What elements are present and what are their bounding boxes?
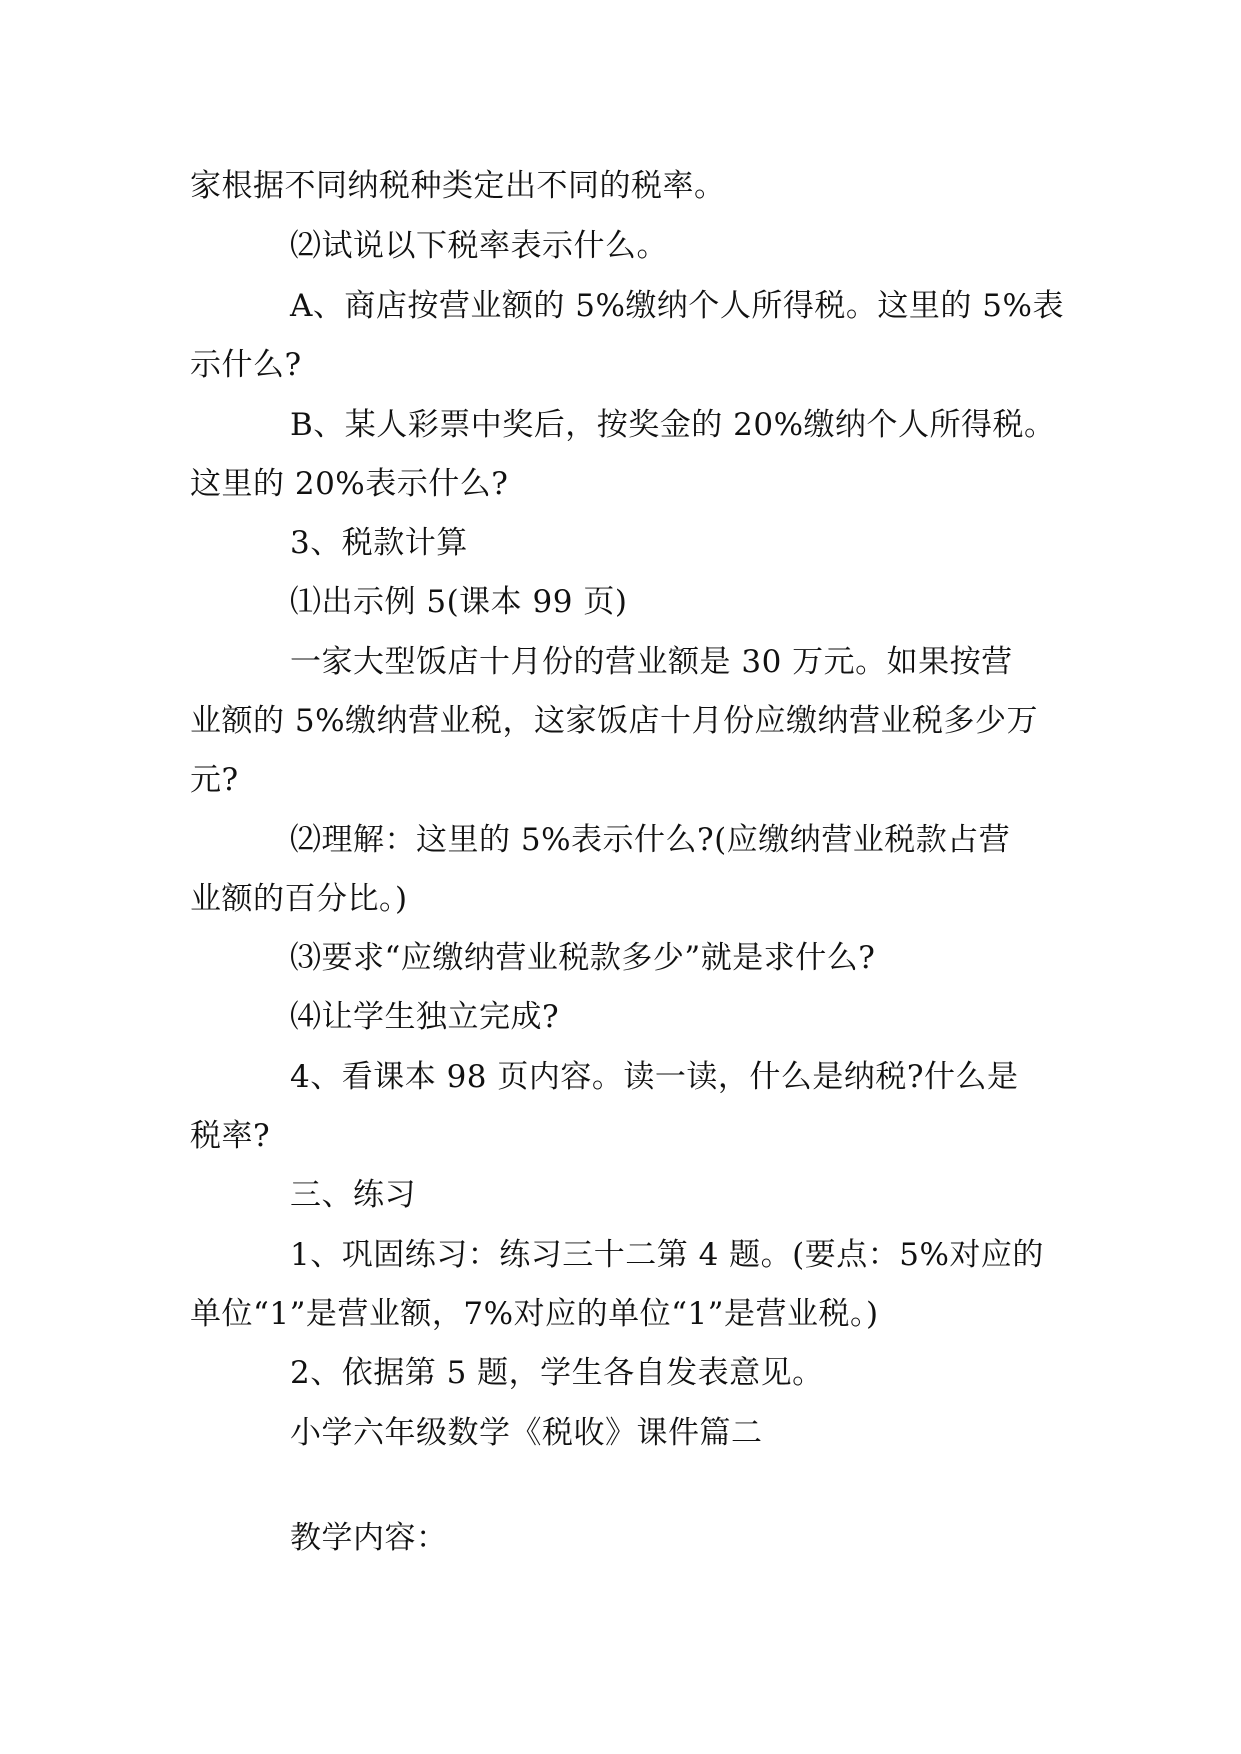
text-line: ⑴出示例 5(课本 99 页) <box>290 584 628 620</box>
text-line: 业额的 5%缴纳营业税，这家饭店十月份应缴纳营业税多少万 <box>190 703 1039 739</box>
text-line: A、商店按营业额的 5%缴纳个人所得税。这里的 5%表 <box>290 288 1064 324</box>
text-line: 税率? <box>190 1118 271 1154</box>
text-line: ⑷让学生独立完成? <box>290 999 560 1035</box>
text-line: ⑶要求“应缴纳营业税款多少”就是求什么? <box>290 940 876 976</box>
text-line: 元? <box>190 762 239 798</box>
text-line: 3、税款计算 <box>290 525 468 561</box>
text-line: B、某人彩票中奖后，按奖金的 20%缴纳个人所得税。 <box>290 407 1056 443</box>
section-heading: 三、练习 <box>290 1177 416 1213</box>
text-line: 1、巩固练习：练习三十二第 4 题。(要点：5%对应的 <box>290 1237 1044 1273</box>
text-line: 示什么? <box>190 347 302 383</box>
text-line: 2、依据第 5 题，学生各自发表意见。 <box>290 1355 824 1391</box>
text-line: 教学内容： <box>290 1520 448 1556</box>
text-line: ⑵试说以下税率表示什么。 <box>290 228 668 264</box>
text-line: ⑵理解：这里的 5%表示什么?(应缴纳营业税款占营 <box>290 822 1011 858</box>
text-line: 家根据不同纳税种类定出不同的税率。 <box>190 168 726 204</box>
text-line: 业额的百分比。) <box>190 881 408 917</box>
text-line: 这里的 20%表示什么? <box>190 466 509 502</box>
text-line: 单位“1”是营业额，7%对应的单位“1”是营业税。) <box>190 1296 879 1332</box>
text-line: 一家大型饭店十月份的营业额是 30 万元。如果按营 <box>290 644 1013 680</box>
text-line: 4、看课本 98 页内容。读一读，什么是纳税?什么是 <box>290 1059 1019 1095</box>
section-title: 小学六年级数学《税收》课件篇二 <box>290 1415 763 1451</box>
